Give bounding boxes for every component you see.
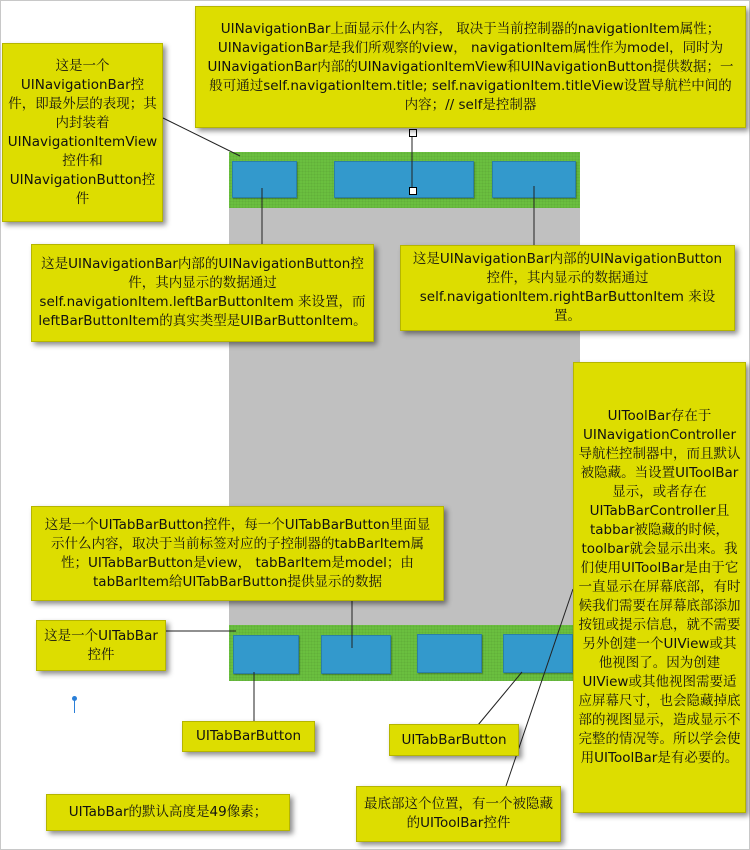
note-tabbar-button-1: UITabBarButton xyxy=(182,721,315,752)
tab-bar-button-3 xyxy=(417,634,482,673)
note-tabbar-button-2: UITabBarButton xyxy=(389,724,519,756)
note-toolbar: UIToolBar存在于UINavigationController导航栏控制器中，而且默认被隐藏。当设置UIToolBar显示，或者存在UITabBarController且tabbar被隐藏的时候，toolbar就会显示出来。我们使用UIToolBar是由于它一直显示在屏幕底部，有时候我们需要在屏幕底部添加按钮或提示信息，就不需要另外创建一个UIView或其他视图了。因为创建UIView或其他视图需要适应屏幕尺寸，也会隐藏掉底部的视图显示，造成显示不完整的情况等。所以学会使用UIToolBar是有必要的。 xyxy=(573,362,746,813)
tab-bar-button-4 xyxy=(503,634,573,673)
note-tabbar-button: 这是一个UITabBarButton控件，每一个UITabBarButton里面显示什么内容，取决于当前标签对应的子控制器的tabBarItem属性；UITabBarButton是view， tabBarItem是model；由tabBarItem给UITabBarButton提供显示的数据 xyxy=(31,506,444,601)
note-tabbar-height: UITabBar的默认高度是49像素； xyxy=(46,794,290,831)
handle-bottom xyxy=(409,187,417,195)
note-left-button: 这是UINavigationBar内部的UINavigationButton控件，其内显示的数据通过self.navigationItem.leftBarButtonItem 来设置，而leftBarButtonItem的真实类型是UIBarButtonItem。 xyxy=(31,244,374,342)
nav-right-button xyxy=(492,161,576,198)
note-navigation-bar: 这是一个UINavigationBar控件，即最外层的表现；其内封装着UINavigationItemView控件和UINavigationButton控件 xyxy=(2,43,163,222)
note-navigation-item: UINavigationBar上面显示什么内容， 取决于当前控制器的navigationItem属性； UINavigationBar是我们所观察的view， navigationItem属性作为model，同时为UINavigationBar内部的UINavigationItemView和UINavigationButton提供数据；一般可通过self.navigationItem.title; self.navigationItem.titleView设置导航栏中间的内容；// self是控制器 xyxy=(195,6,746,128)
pin-stem xyxy=(74,700,75,713)
nav-title-view xyxy=(334,161,474,198)
nav-left-button xyxy=(232,161,297,198)
navigation-bar xyxy=(229,152,580,208)
note-hidden-toolbar: 最底部这个位置，有一个被隐藏的UIToolBar控件 xyxy=(356,786,561,842)
handle-top xyxy=(409,129,417,137)
tab-bar-button-1 xyxy=(233,635,299,674)
tab-bar-button-2 xyxy=(321,635,391,674)
tab-bar xyxy=(229,625,580,681)
note-right-button: 这是UINavigationBar内部的UINavigationButton控件，其内显示的数据通过self.navigationItem.rightBarButtonItem 来设置。 xyxy=(400,245,735,331)
note-tabbar: 这是一个UITabBar控件 xyxy=(36,620,166,671)
